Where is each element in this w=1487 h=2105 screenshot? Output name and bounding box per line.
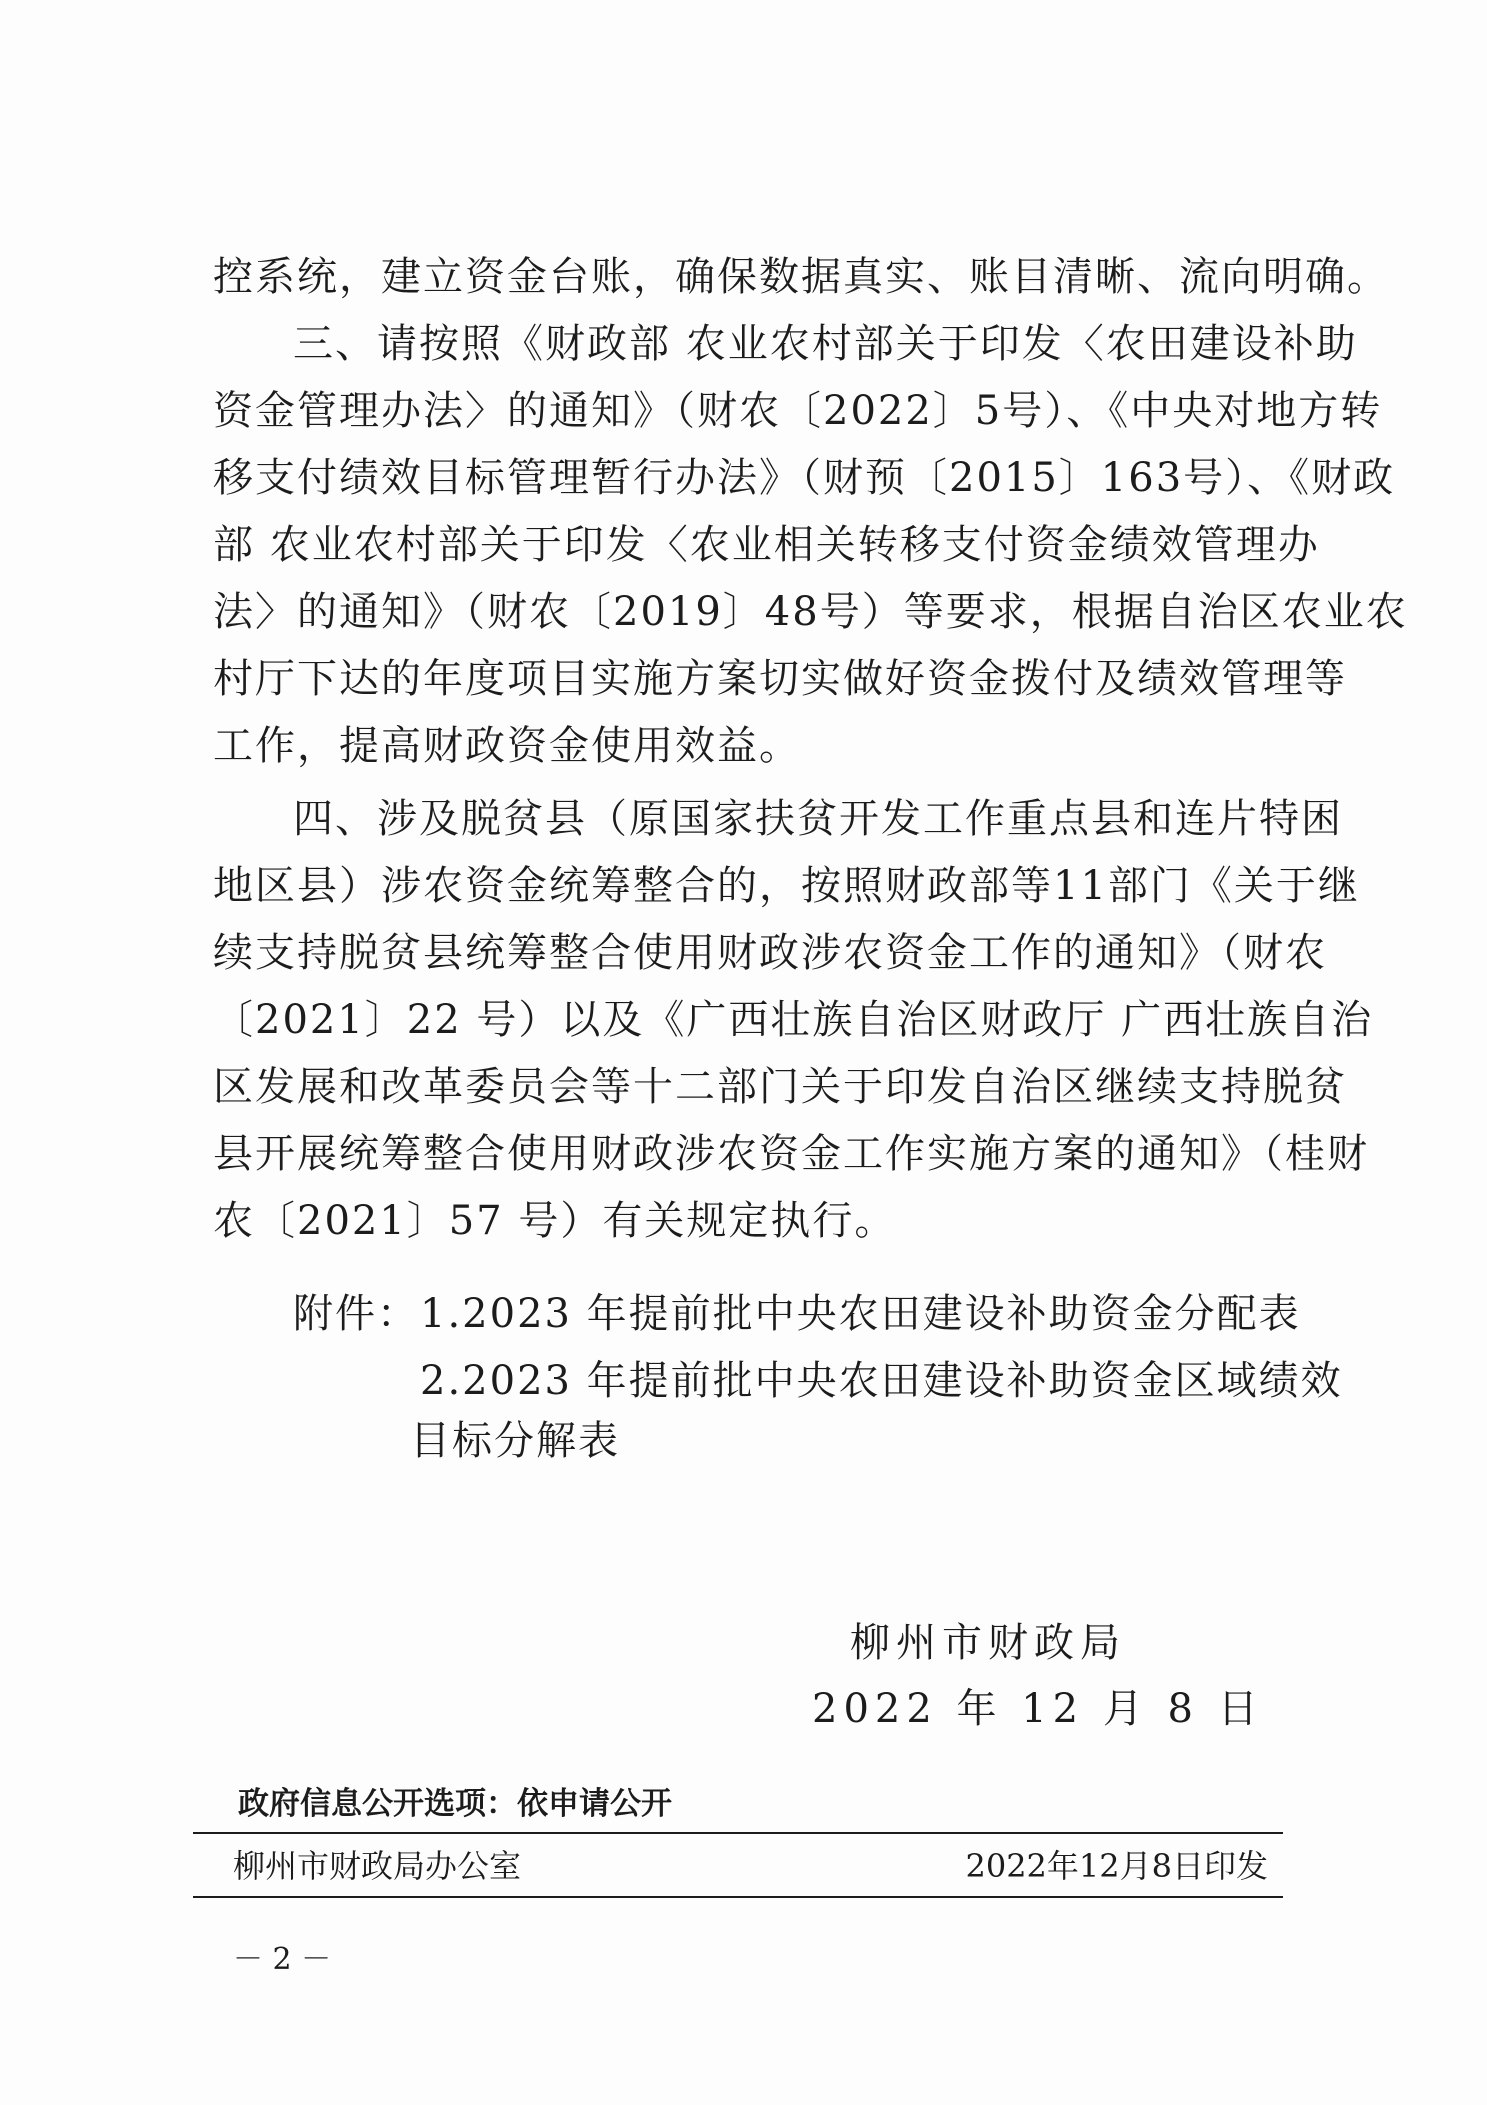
body-line-3: 资金管理办法〉的通知》（财农〔2022〕5号）、《中央对地方转 xyxy=(213,388,1383,434)
body-line-7: 村厅下达的年度项目实施方案切实做好资金拨付及绩效管理等 xyxy=(213,656,1347,702)
body-line-1: 控系统，建立资金台账，确保数据真实、账目清晰、流向明确。 xyxy=(213,254,1389,300)
body-line-8: 工作，提高财政资金使用效益。 xyxy=(213,723,801,769)
body-line-6: 法〉的通知》（财农〔2019〕48号）等要求，根据自治区农业农 xyxy=(213,589,1408,635)
body-line-4: 移支付绩效目标管理暂行办法》（财预〔2015〕163号）、《财政 xyxy=(213,455,1396,501)
signature-organization: 柳州市财政局 xyxy=(850,1620,1126,1666)
body-line-14: 县开展统筹整合使用财政涉农资金工作实施方案的通知》（桂财 xyxy=(213,1131,1369,1177)
body-line-9: 四、涉及脱贫县（原国家扶贫开发工作重点县和连片特困 xyxy=(293,796,1343,842)
attachment-item-2: 2.2023 年提前批中央农田建设补助资金区域绩效 xyxy=(420,1358,1343,1404)
body-line-13: 区发展和改革委员会等十二部门关于印发自治区继续支持脱贫 xyxy=(213,1064,1347,1110)
disclosure-option: 政府信息公开选项：依申请公开 xyxy=(238,1786,672,1822)
attachment-item-2-continued: 目标分解表 xyxy=(410,1418,620,1464)
body-line-15: 农〔2021〕57 号）有关规定执行。 xyxy=(213,1198,897,1244)
signature-date: 2022 年 12 月 8 日 xyxy=(812,1686,1264,1732)
page-number: － 2 － xyxy=(233,1942,332,1977)
attachment-item-1: 1.2023 年提前批中央农田建设补助资金分配表 xyxy=(420,1291,1301,1337)
attachments-label: 附件： xyxy=(293,1291,419,1337)
body-line-11: 续支持脱贫县统筹整合使用财政涉农资金工作的通知》（财农 xyxy=(213,930,1327,976)
body-line-10: 地区县）涉农资金统筹整合的，按照财政部等11部门《关于继 xyxy=(213,863,1360,909)
footer-rule-bottom xyxy=(193,1896,1283,1898)
body-line-5: 部 农业农村部关于印发〈农业相关转移支付资金绩效管理办 xyxy=(213,522,1320,568)
issuing-office: 柳州市财政局办公室 xyxy=(233,1847,522,1885)
body-line-12: 〔2021〕22 号）以及《广西壮族自治区财政厅 广西壮族自治 xyxy=(213,997,1374,1043)
body-line-2: 三、请按照《财政部 农业农村部关于印发〈农田建设补助 xyxy=(293,321,1358,367)
print-date: 2022年12月8日印发 xyxy=(965,1847,1268,1885)
footer-rule-top xyxy=(193,1832,1283,1834)
